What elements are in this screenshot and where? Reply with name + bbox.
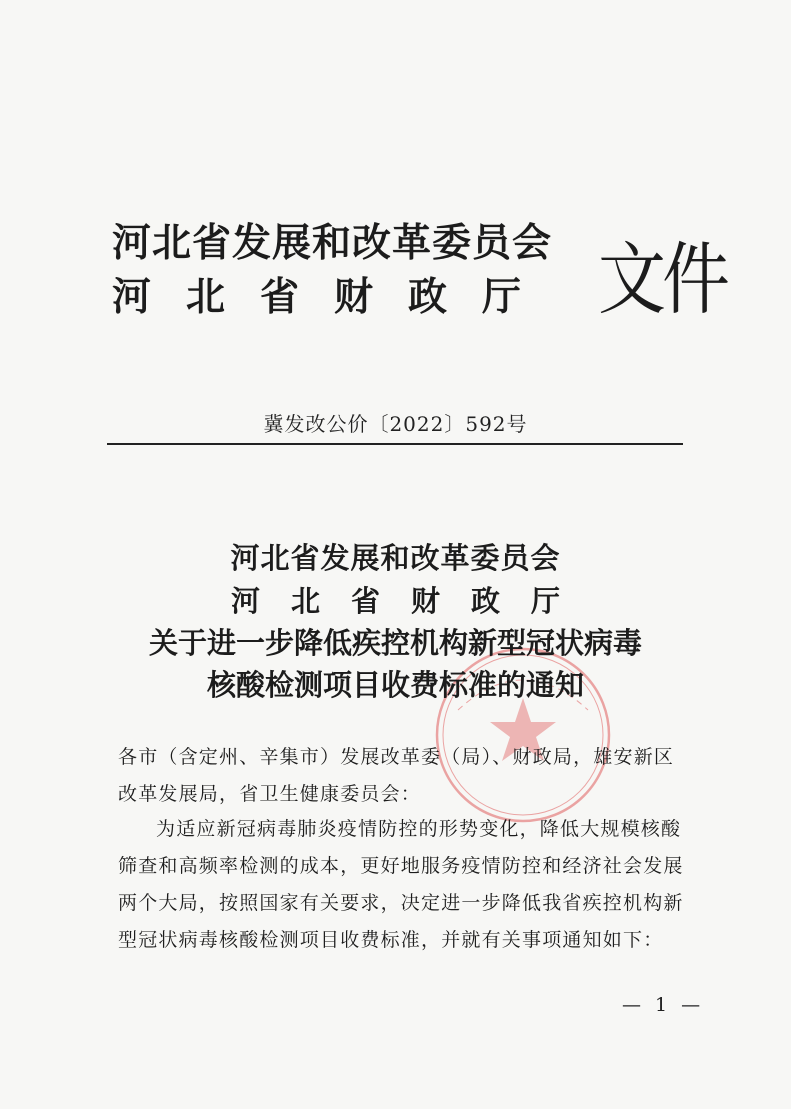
body-paragraph: 为适应新冠病毒肺炎疫情防控的形势变化，降低大规模核酸筛查和高频率检测的成本，更好地服务疫情防控和经济社会发展两个大局，按照国家有关要求，决定进一步降低我省疾控机构新型冠状病毒核酸检测项目收费标准，并就有关事项通知如下：: [118, 818, 684, 951]
page-number: — 1 —: [622, 994, 705, 1016]
document-number: 冀发改公价〔2022〕592号: [263, 412, 528, 436]
header-divider: [107, 443, 683, 445]
issuer-line-2: 河北省财政厅: [112, 275, 557, 320]
issuer-line-1: 河北省发展和改革委员会: [112, 221, 553, 266]
title-line-3: 关于进一步降低疾控机构新型冠状病毒: [148, 626, 642, 660]
document-type-label: 文件: [598, 235, 727, 327]
title-line-4: 核酸检测项目收费标准的通知: [206, 668, 584, 702]
salutation: 各市（含定州、辛集市）发展改革委（局）、财政局，雄安新区改革发展局，省卫生健康委员会：: [118, 746, 675, 805]
title-line-1: 河北省发展和改革委员会: [230, 541, 561, 575]
title-line-2: 河北省财政厅: [230, 584, 591, 618]
